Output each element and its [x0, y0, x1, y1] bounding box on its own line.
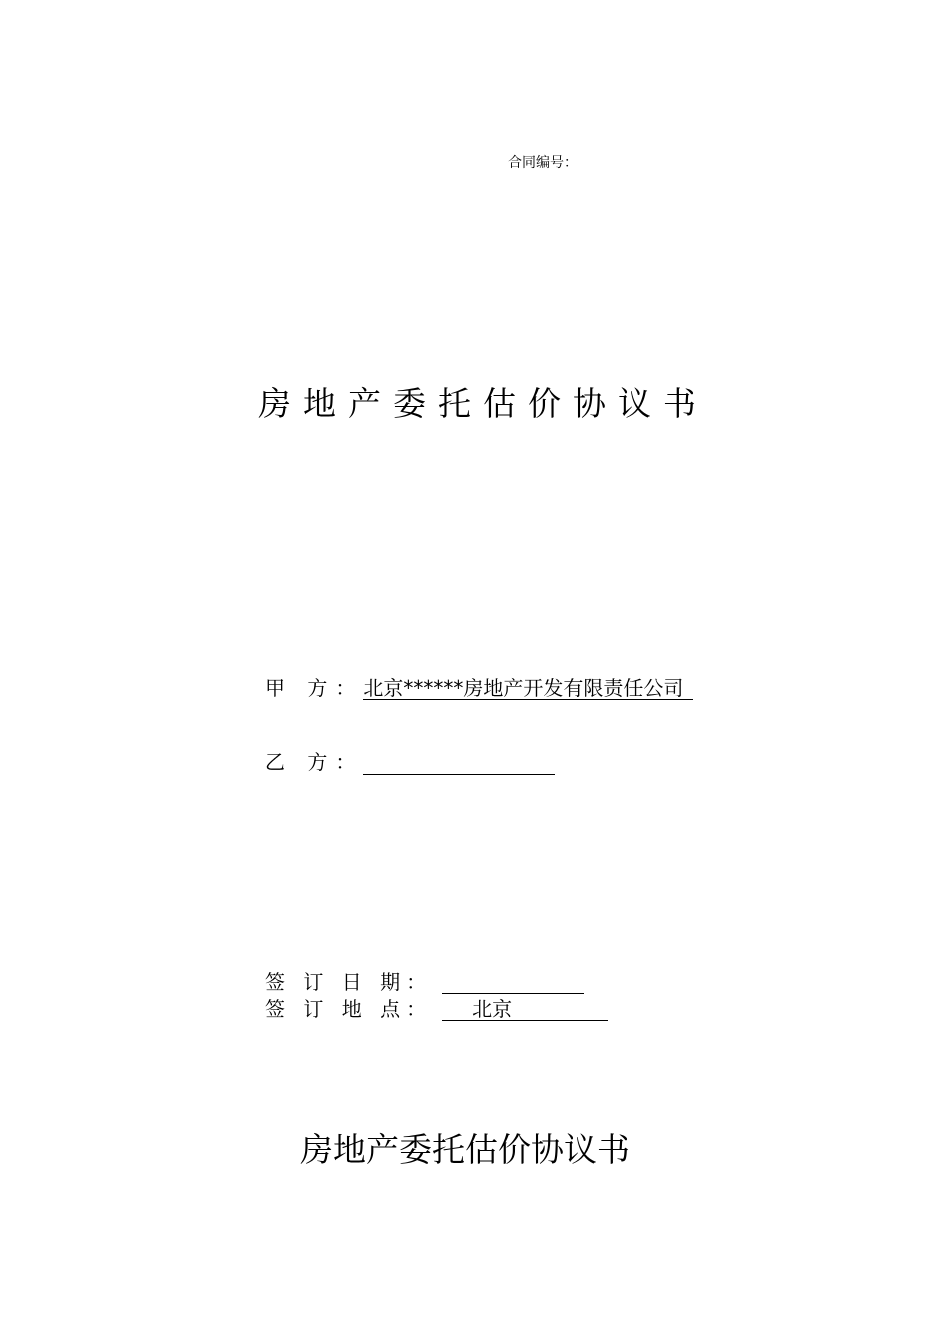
sign-place-row [265, 997, 608, 1021]
party-a-value: 北京******房地产开发有限责任公司 [363, 677, 693, 700]
body-title: 房地产委托估价协议书 [300, 1130, 630, 1169]
sign-place-value: 北京 [442, 998, 608, 1021]
sign-date-blank [442, 971, 584, 994]
party-b-label: 乙 方： [265, 750, 364, 774]
cover-title: 房地产委托估价协议书 [258, 384, 708, 423]
sign-date-label: 签 订 日 期： [265, 970, 433, 994]
sign-place-label: 签 订 地 点： [265, 997, 433, 1021]
party-a-row [265, 672, 693, 701]
contract-number-label: 合同编号： [508, 155, 578, 171]
sign-date-row [265, 970, 584, 994]
party-b-row [265, 746, 555, 775]
party-b-blank [363, 752, 555, 775]
party-a-label: 甲 方： [265, 676, 364, 700]
